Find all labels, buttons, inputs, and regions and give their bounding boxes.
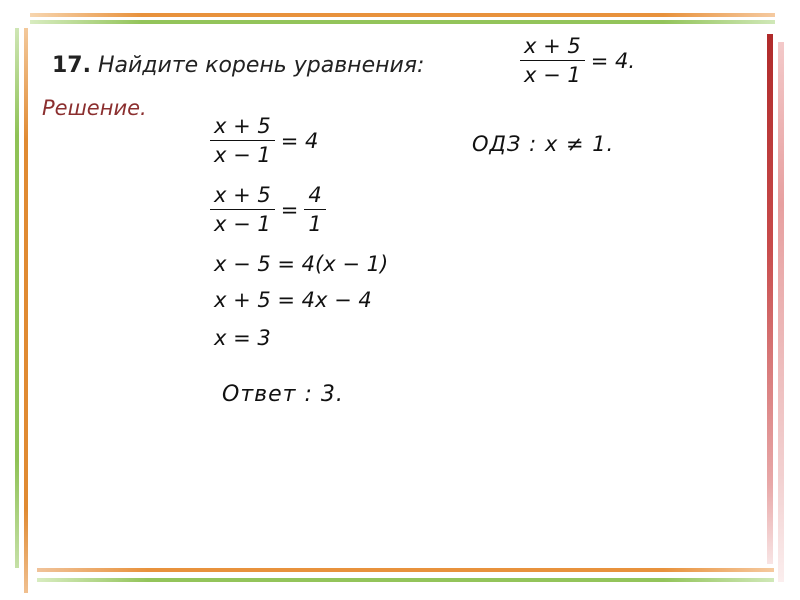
- problem-denominator: x − 1: [520, 60, 585, 87]
- problem-number: 17.: [52, 53, 91, 78]
- problem-equation: [520, 34, 635, 87]
- step-2-rhs-denominator: 1: [304, 209, 325, 236]
- right-pink-line: [778, 42, 784, 582]
- left-orange-line: [24, 28, 28, 593]
- step-2-equals: =: [280, 197, 299, 222]
- solution-label: Решение.: [42, 96, 147, 120]
- step-2-rhs-numerator: 4: [308, 183, 322, 207]
- step-2: [210, 183, 326, 236]
- problem-rhs: = 4.: [590, 48, 636, 73]
- step-2-rhs-fraction: [304, 183, 325, 236]
- odz-condition: ОДЗ : x ≠ 1.: [472, 132, 615, 156]
- left-green-line: [15, 28, 19, 568]
- problem-title: [52, 53, 424, 78]
- bottom-green-line: [37, 578, 774, 582]
- answer: Ответ : 3.: [222, 382, 344, 407]
- step-line-1: x − 5 = 4(x − 1): [214, 252, 389, 276]
- bottom-orange-line: [37, 568, 774, 572]
- step-2-fraction: [210, 183, 275, 236]
- step-2-denominator: x − 1: [210, 209, 275, 236]
- step-1: [210, 114, 318, 167]
- step-2-numerator: x + 5: [214, 183, 271, 207]
- step-line-2: x + 5 = 4x − 4: [214, 288, 372, 312]
- step-1-rhs: = 4: [280, 128, 319, 153]
- step-line-3: x = 3: [214, 326, 271, 350]
- problem-numerator: x + 5: [524, 34, 581, 58]
- problem-text: Найдите корень уравнения:: [97, 53, 425, 78]
- top-green-line: [30, 20, 775, 24]
- step-1-numerator: x + 5: [214, 114, 271, 138]
- step-1-fraction: [210, 114, 275, 167]
- problem-fraction: [520, 34, 585, 87]
- top-orange-line: [30, 13, 775, 17]
- right-red-line: [767, 34, 773, 564]
- step-1-denominator: x − 1: [210, 140, 275, 167]
